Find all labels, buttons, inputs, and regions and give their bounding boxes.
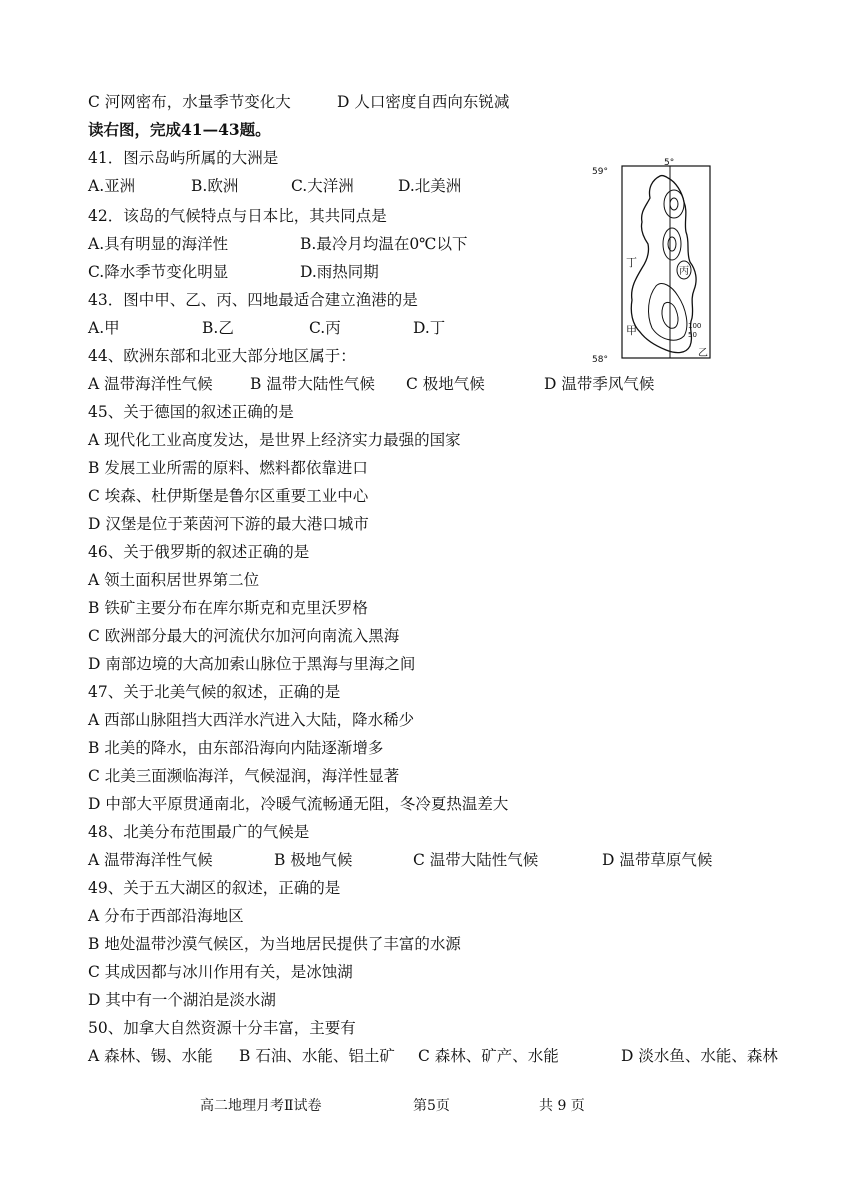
footer-total: 共 9 页 bbox=[539, 1098, 585, 1114]
option-b: B 石油、水能、铝土矿 bbox=[239, 1047, 395, 1065]
footer-title: 高二地理月考Ⅱ试卷 bbox=[200, 1098, 322, 1114]
question-49-option-d: D 其中有一个湖泊是淡水湖 bbox=[88, 991, 276, 1009]
option-a: A 温带海洋性气候 bbox=[88, 851, 213, 869]
place-ding-label: 丁 bbox=[626, 256, 637, 269]
question-45-option-d: D 汉堡是位于莱茵河下游的最大港口城市 bbox=[88, 515, 369, 533]
footer-page: 第5页 bbox=[413, 1098, 450, 1114]
place-yi-label: 乙 bbox=[698, 348, 708, 359]
option-d: D 人口密度自西向东锐减 bbox=[337, 93, 510, 111]
question-47-stem: 47、关于北美气候的叙述，正确的是 bbox=[88, 683, 341, 701]
latitude-top-label: 59° bbox=[592, 167, 608, 177]
contour-central bbox=[663, 228, 681, 260]
question-49-option-b: B 地处温带沙漠气候区，为当地居民提供了丰富的水源 bbox=[88, 935, 461, 953]
contour-central-peak bbox=[668, 237, 676, 251]
question-49-option-a: A 分布于西部沿海地区 bbox=[88, 907, 244, 925]
question-43-stem: 43．图中甲、乙、丙、四地最适合建立渔港的是 bbox=[88, 291, 418, 309]
latitude-bottom-label: 58° bbox=[592, 355, 608, 365]
question-41-stem: 41．图示岛屿所属的大洲是 bbox=[88, 149, 279, 167]
option-c: C 森林、矿产、水能 bbox=[418, 1047, 559, 1065]
option-b: B 温带大陆性气候 bbox=[250, 375, 375, 393]
option-d: D.北美洲 bbox=[398, 177, 462, 195]
place-bing-label: 丙 bbox=[679, 266, 689, 277]
question-45-stem: 45、关于德国的叙述正确的是 bbox=[88, 403, 294, 421]
option-b: B.最冷月均温在0℃以下 bbox=[300, 235, 468, 253]
option-c: C.丙 bbox=[309, 319, 341, 337]
question-45-option-c: C 埃森、杜伊斯堡是鲁尔区重要工业中心 bbox=[88, 487, 369, 505]
question-48-stem: 48、北美分布范围最广的气候是 bbox=[88, 823, 310, 841]
option-c: C 极地气候 bbox=[406, 375, 485, 393]
question-46-option-b: B 铁矿主要分布在库尔斯克和克里沃罗格 bbox=[88, 599, 368, 617]
option-d: D 温带草原气候 bbox=[602, 851, 713, 869]
question-45-option-b: B 发展工业所需的原料、燃料都依靠进口 bbox=[88, 459, 368, 477]
question-49-option-c: C 其成因都与冰川作用有关，是冰蚀湖 bbox=[88, 963, 353, 981]
question-47-option-c: C 北美三面濒临海洋，气候湿润，海洋性显著 bbox=[88, 767, 400, 785]
question-47-option-a: A 西部山脉阻挡大西洋水汽进入大陆，降水稀少 bbox=[88, 711, 415, 729]
option-a: A.亚洲 bbox=[88, 177, 136, 195]
option-c: C.大洋洲 bbox=[291, 177, 354, 195]
place-jia-label: 甲 bbox=[626, 324, 637, 337]
option-d: D 温带季风气候 bbox=[544, 375, 655, 393]
question-46-stem: 46、关于俄罗斯的叙述正确的是 bbox=[88, 543, 310, 561]
island-map-svg bbox=[590, 158, 715, 368]
option-d: D.丁 bbox=[413, 319, 446, 337]
question-50-stem: 50、加拿大自然资源十分丰富，主要有 bbox=[88, 1019, 356, 1037]
question-47-option-d: D 中部大平原贯通南北，冷暖气流畅通无阻，冬冷夏热温差大 bbox=[88, 795, 509, 813]
option-b: B.乙 bbox=[202, 319, 234, 337]
option-b: B 极地气候 bbox=[274, 851, 353, 869]
option-a: A 温带海洋性气候 bbox=[88, 375, 213, 393]
question-49-stem: 49、关于五大湖区的叙述，正确的是 bbox=[88, 879, 341, 897]
question-44-stem: 44、欧洲东部和北亚大部分地区属于： bbox=[88, 347, 356, 365]
option-d: D 淡水鱼、水能、森林 bbox=[621, 1047, 778, 1065]
island-contour-map bbox=[590, 158, 715, 368]
question-42-stem: 42．该岛的气候特点与日本比，其共同点是 bbox=[88, 207, 387, 225]
longitude-label: 5° bbox=[664, 158, 675, 168]
option-c: C 温带大陆性气候 bbox=[413, 851, 539, 869]
contour-south bbox=[649, 284, 687, 341]
question-45-option-a: A 现代化工业高度发达，是世界上经济实力最强的国家 bbox=[88, 431, 461, 449]
option-c: C.降水季节变化明显 bbox=[88, 263, 229, 281]
contour-north bbox=[664, 190, 684, 218]
option-b: B.欧洲 bbox=[191, 177, 239, 195]
section-instruction: 读右图，完成41—43题。 bbox=[88, 120, 271, 139]
option-d: D.雨热同期 bbox=[300, 263, 379, 281]
option-a: A.具有明显的海洋性 bbox=[88, 235, 229, 253]
option-c: C 河网密布，水量季节变化大 bbox=[88, 93, 291, 111]
contour-50-label: 50 bbox=[688, 331, 697, 339]
question-47-option-b: B 北美的降水，由东部沿海向内陆逐渐增多 bbox=[88, 739, 384, 757]
question-46-option-a: A 领土面积居世界第二位 bbox=[88, 571, 260, 589]
question-46-option-c: C 欧洲部分最大的河流伏尔加河向南流入黑海 bbox=[88, 627, 400, 645]
question-46-option-d: D 南部边境的大高加索山脉位于黑海与里海之间 bbox=[88, 655, 416, 673]
contour-north-peak bbox=[670, 198, 678, 210]
option-a: A.甲 bbox=[88, 319, 120, 337]
contour-100-label: 100 bbox=[688, 322, 702, 330]
option-a: A 森林、锡、水能 bbox=[88, 1047, 213, 1065]
